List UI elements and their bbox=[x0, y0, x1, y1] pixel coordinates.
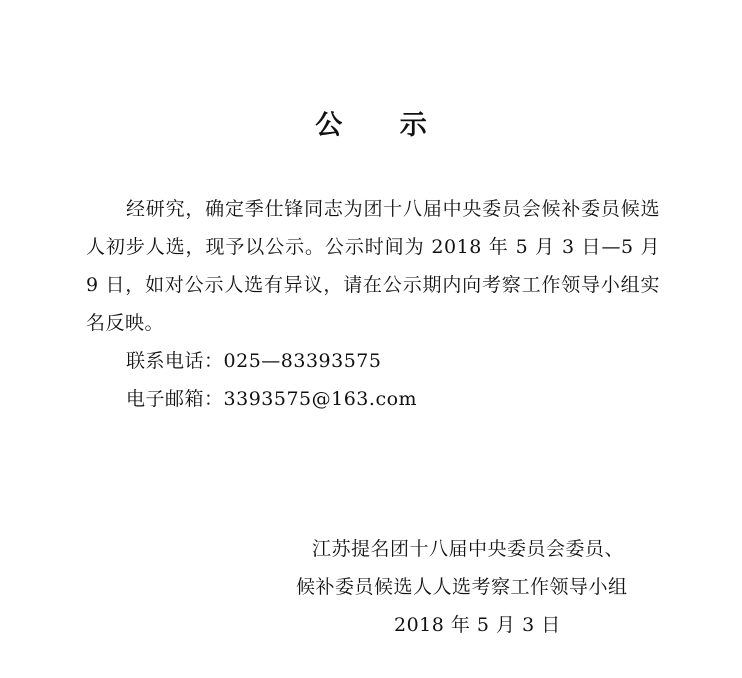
announcement-paragraph: 经研究，确定季仕锋同志为团十八届中央委员会候补委员候选人初步人选，现予以公示。公示时间为 2018 年 5 月 3 日—5 月 9 日，如对公示人选有异议，请在公示期内向考察工作领导小组实名反映。 bbox=[86, 198, 660, 334]
phone-label: 联系电话： bbox=[126, 350, 224, 372]
contact-phone-line bbox=[86, 342, 660, 380]
email-label: 电子邮箱： bbox=[126, 388, 224, 410]
signature-date: 2018 年 5 月 3 日 bbox=[394, 614, 561, 636]
phone-value: 025—83393575 bbox=[223, 350, 382, 372]
signature-line-1: 江苏提名团十八届中央委员会委员、 bbox=[312, 538, 625, 560]
announcement-body bbox=[86, 190, 660, 418]
contact-email-line bbox=[86, 380, 660, 418]
signature-line-2: 候补委员候选人人选考察工作领导小组 bbox=[296, 576, 628, 598]
email-value: 3393575@163.com bbox=[223, 388, 418, 410]
page-title: 公 示 bbox=[315, 110, 451, 141]
